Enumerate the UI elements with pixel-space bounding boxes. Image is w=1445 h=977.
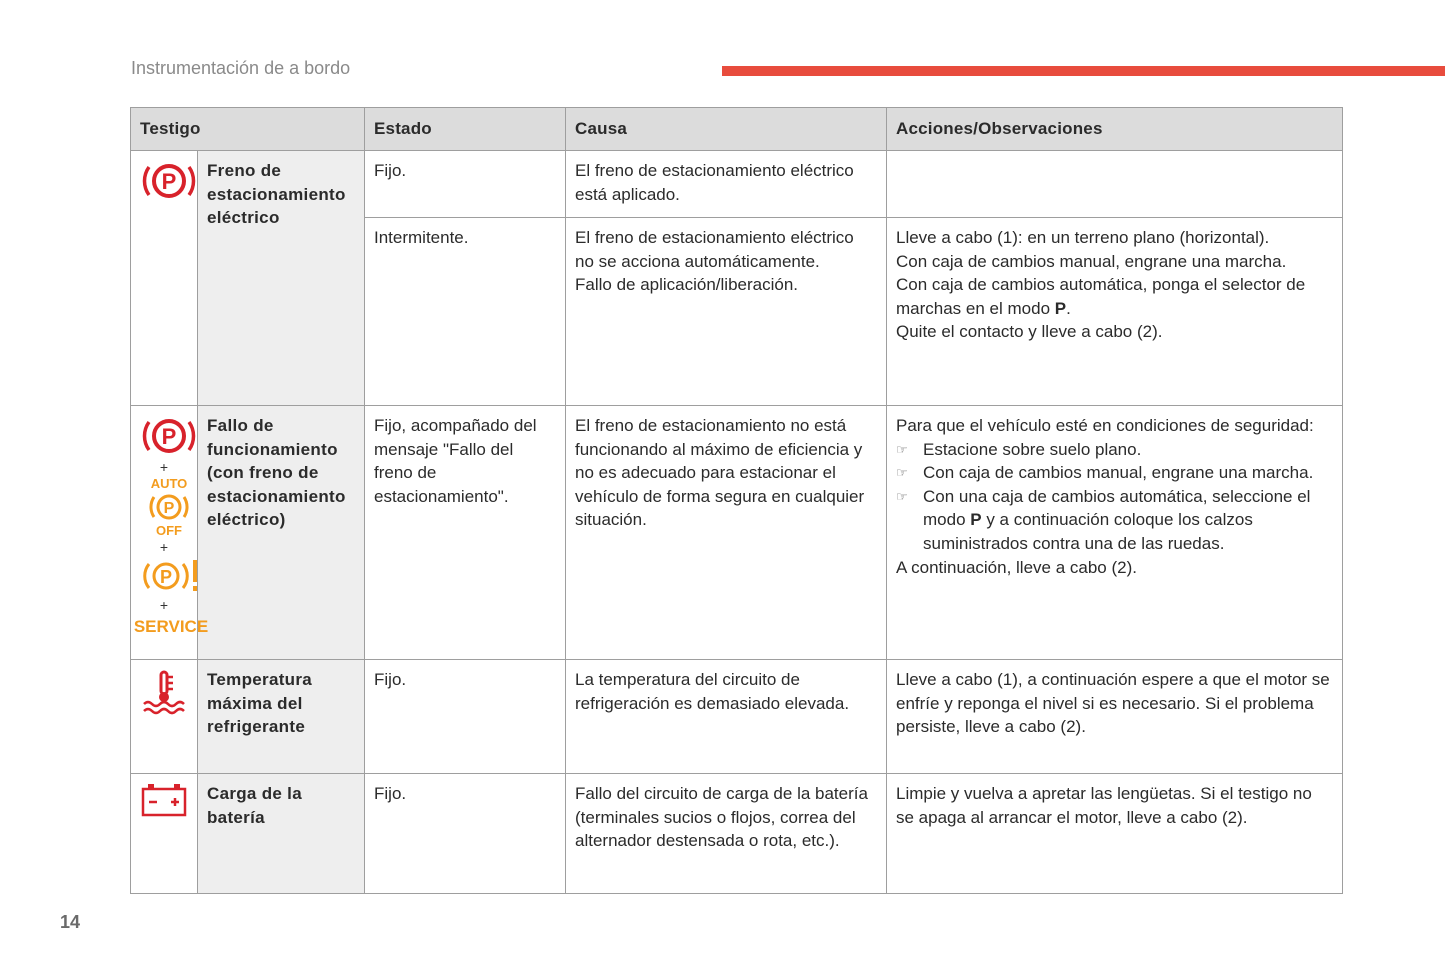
table-row: [131, 406, 1343, 660]
off-label: OFF: [156, 523, 182, 538]
parking-brake-red-icon: [140, 414, 198, 458]
parking-brake-red-icon: [140, 159, 198, 203]
estado-cell: Fijo.: [365, 151, 566, 218]
acciones-cell: [887, 406, 1343, 660]
estado-cell: Intermitente.: [365, 218, 566, 406]
svg-text:P: P: [163, 500, 175, 517]
battery-icon: [140, 782, 188, 818]
testigo-name: Freno de estacionamiento eléctrico: [198, 151, 365, 406]
testigo-name: Temperatura máxima del refrigerante: [198, 660, 365, 774]
acciones-cell: [887, 151, 1343, 218]
plus-sign: +: [159, 597, 169, 613]
svg-text:P: P: [161, 169, 177, 194]
table-row: [131, 660, 1343, 774]
auto-park-off-icon: [140, 476, 198, 538]
table-row: [131, 151, 1343, 218]
causa-cell: [566, 218, 887, 406]
acciones-line: Con caja de cambios manual, engrane una marcha.: [896, 251, 1287, 271]
list-item: ☞ Estacione sobre suelo plano.: [896, 438, 1333, 462]
causa-line: Fallo de aplicación/liberación.: [575, 275, 799, 295]
pointing-hand-icon: ☞: [896, 441, 908, 457]
causa-line: El freno de estacionamiento eléctrico no se acciona automáticamente.: [575, 228, 854, 271]
section-title: Instrumentación de a bordo: [131, 58, 351, 78]
acciones-line: Con caja de cambios automática, ponga el selector de marchas en el modo P.: [896, 275, 1306, 318]
estado-cell: Fijo, acompañado del mensaje "Fallo del freno de estacionamiento".: [365, 406, 566, 660]
plus-sign: +: [159, 459, 169, 475]
testigo-name: Fallo de funcionamiento (con freno de estacionamiento eléctrico): [198, 406, 365, 660]
column-header-testigo: Testigo: [131, 108, 365, 151]
park-warning-orange-icon: [140, 556, 202, 596]
testigo-icon-cell: [131, 660, 198, 774]
plus-sign: +: [159, 539, 169, 555]
acciones-intro: Para que el vehículo esté en condiciones de seguridad:: [896, 416, 1314, 435]
acciones-cell: [887, 218, 1343, 406]
causa-cell: El freno de estacionamiento no está funcionando al máximo de eficiencia y no es adecuado para estacionar el vehículo de forma segura en cualquier situación.: [566, 406, 887, 660]
header-accent-bar: [722, 66, 1445, 76]
list-item: ☞ Con caja de cambios manual, engrane una marcha.: [896, 461, 1333, 485]
testigo-icon-cell: [131, 774, 198, 894]
pointing-hand-icon: ☞: [896, 488, 908, 504]
table-header-row: [131, 108, 1343, 151]
svg-text:P: P: [159, 567, 173, 587]
acciones-outro: A continuación, lleve a cabo (2).: [896, 557, 1137, 577]
acciones-list: [896, 438, 1333, 556]
estado-cell: Fijo.: [365, 774, 566, 894]
estado-cell: Fijo.: [365, 660, 566, 774]
testigo-icon-cell: [131, 151, 198, 406]
service-icon: [133, 614, 209, 636]
testigo-name: Carga de la batería: [198, 774, 365, 894]
column-header-estado: Estado: [365, 108, 566, 151]
acciones-line: Lleve a cabo (1): en un terreno plano (horizontal).: [896, 228, 1270, 247]
causa-cell: La temperatura del circuito de refrigeración es demasiado elevada.: [566, 660, 887, 774]
causa-cell: El freno de estacionamiento eléctrico está aplicado.: [566, 151, 887, 218]
service-label: SERVICE: [133, 617, 209, 636]
pointing-hand-icon: ☞: [896, 465, 908, 481]
column-header-causa: Causa: [566, 108, 887, 151]
table-row: [131, 774, 1343, 894]
auto-label: AUTO: [150, 476, 188, 491]
acciones-cell: Lleve a cabo (1), a continuación espere a que el motor se enfríe y reponga el nivel si es necesario. Si el problema persiste, lleve a cabo (2).: [887, 660, 1343, 774]
list-item: ☞ Con una caja de cambios automática, seleccione el modo P y a continuación coloque los calzos suministrados contra una de las ruedas.: [896, 486, 1311, 553]
acciones-line: Quite el contacto y lleve a cabo (2).: [896, 322, 1163, 342]
column-header-acciones: Acciones/Observaciones: [887, 108, 1343, 151]
page-number: 14: [60, 912, 81, 932]
acciones-cell: Limpie y vuelva a apretar las lengüetas. Si el testigo no se apaga al arrancar el motor, lleve a cabo (2).: [887, 774, 1343, 894]
svg-text:P: P: [161, 424, 177, 449]
coolant-temperature-icon: [140, 668, 190, 716]
testigo-icon-cell: [131, 406, 209, 660]
warning-lights-table: [130, 107, 1343, 894]
causa-cell: Fallo del circuito de carga de la batería (terminales sucios o flojos, correa del alternador destensada o rota, etc.).: [566, 774, 887, 894]
